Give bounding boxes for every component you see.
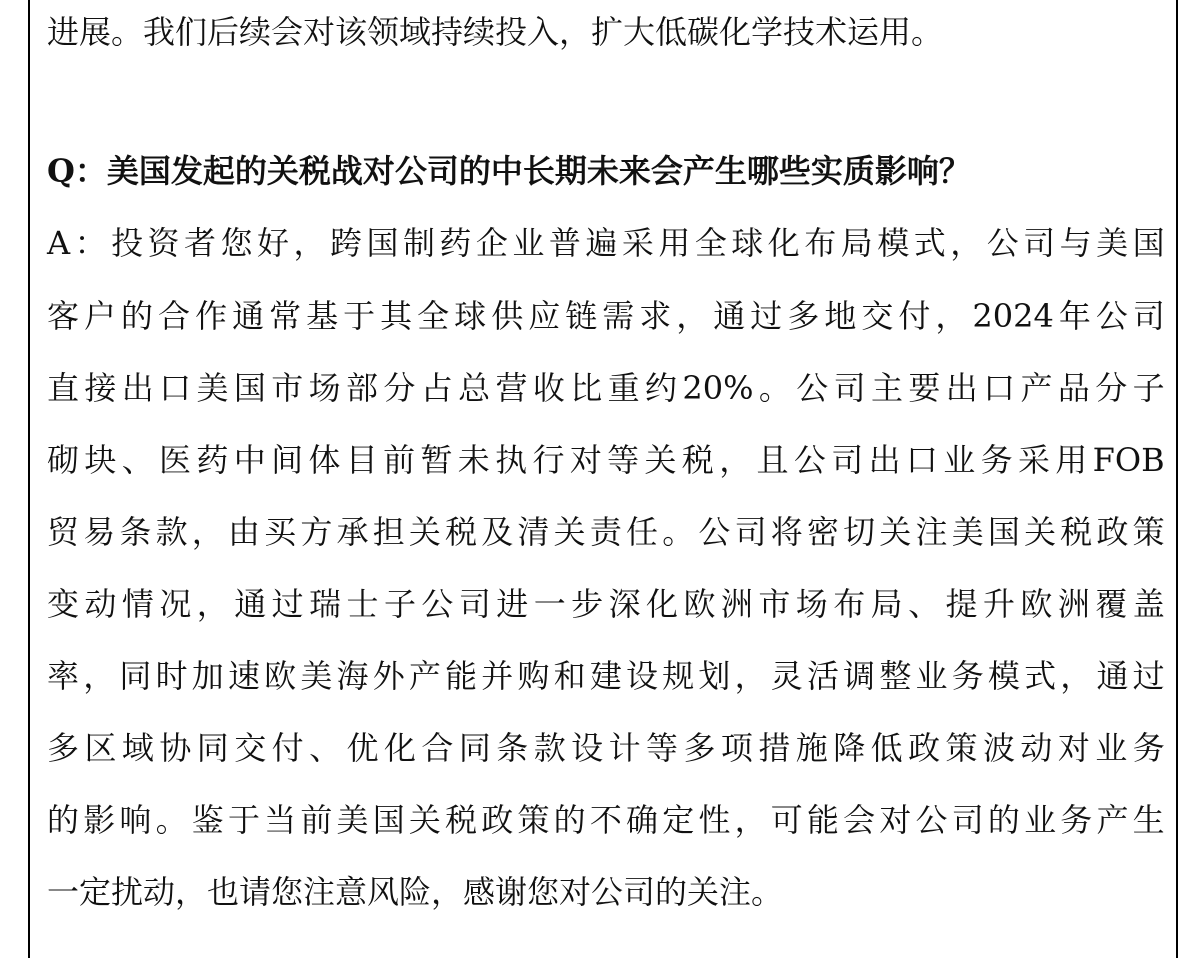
answer-line: 贸 易 条 款 ， 由 买 方 承 担 关 税 及 清 关 责 任 。 公 司 将 密 切 关 注 美 国 关 税 政 策 (47, 513, 1165, 551)
answer-line: A ： 投 资 者 您 好 ， 跨 国 制 药 企 业 普 遍 采 用 全 球 化 布 局 模 式 ， 公 司 与 美 国 (47, 224, 1165, 262)
answer-line: 一定扰动，也请您注意风险，感谢您对公司的关注。 (47, 873, 784, 911)
answer-line: 率 ， 同 时 加 速 欧 美 海 外 产 能 并 购 和 建 设 规 划 ， 灵 活 调 整 业 务 模 式 ， 通 过 (47, 657, 1165, 695)
answer-line: 直 接 出 口 美 国 市 场 部 分 占 总 营 收 比 重 约 20% 。 公 司 主 要 出 口 产 品 分 子 (47, 369, 1165, 407)
answer-line: 变 动 情 况 ， 通 过 瑞 士 子 公 司 进 一 步 深 化 欧 洲 市 场 布 局 、 提 升 欧 洲 覆 盖 (47, 585, 1165, 623)
question-heading: Q：美国发起的关税战对公司的中长期未来会产生哪些实质影响？ (47, 152, 971, 190)
intro-paragraph: 进展。我们后续会对该领域持续投入，扩大低碳化学技术运用。 (47, 13, 944, 51)
answer-line: 砌 块 、 医 药 中 间 体 目 前 暂 未 执 行 对 等 关 税 ， 且 公 司 出 口 业 务 采 用 FOB (47, 441, 1165, 479)
answer-line: 的 影 响 。 鉴 于 当 前 美 国 关 税 政 策 的 不 确 定 性 ， 可 能 会 对 公 司 的 业 务 产 生 (47, 801, 1165, 839)
answer-line: 客 户 的 合 作 通 常 基 于 其 全 球 供 应 链 需 求 ， 通 过 多 地 交 付 ， 2024 年 公 司 (47, 297, 1165, 335)
answer-line: 多 区 域 协 同 交 付 、 优 化 合 同 条 款 设 计 等 多 项 措 施 降 低 政 策 波 动 对 业 务 (47, 729, 1165, 767)
